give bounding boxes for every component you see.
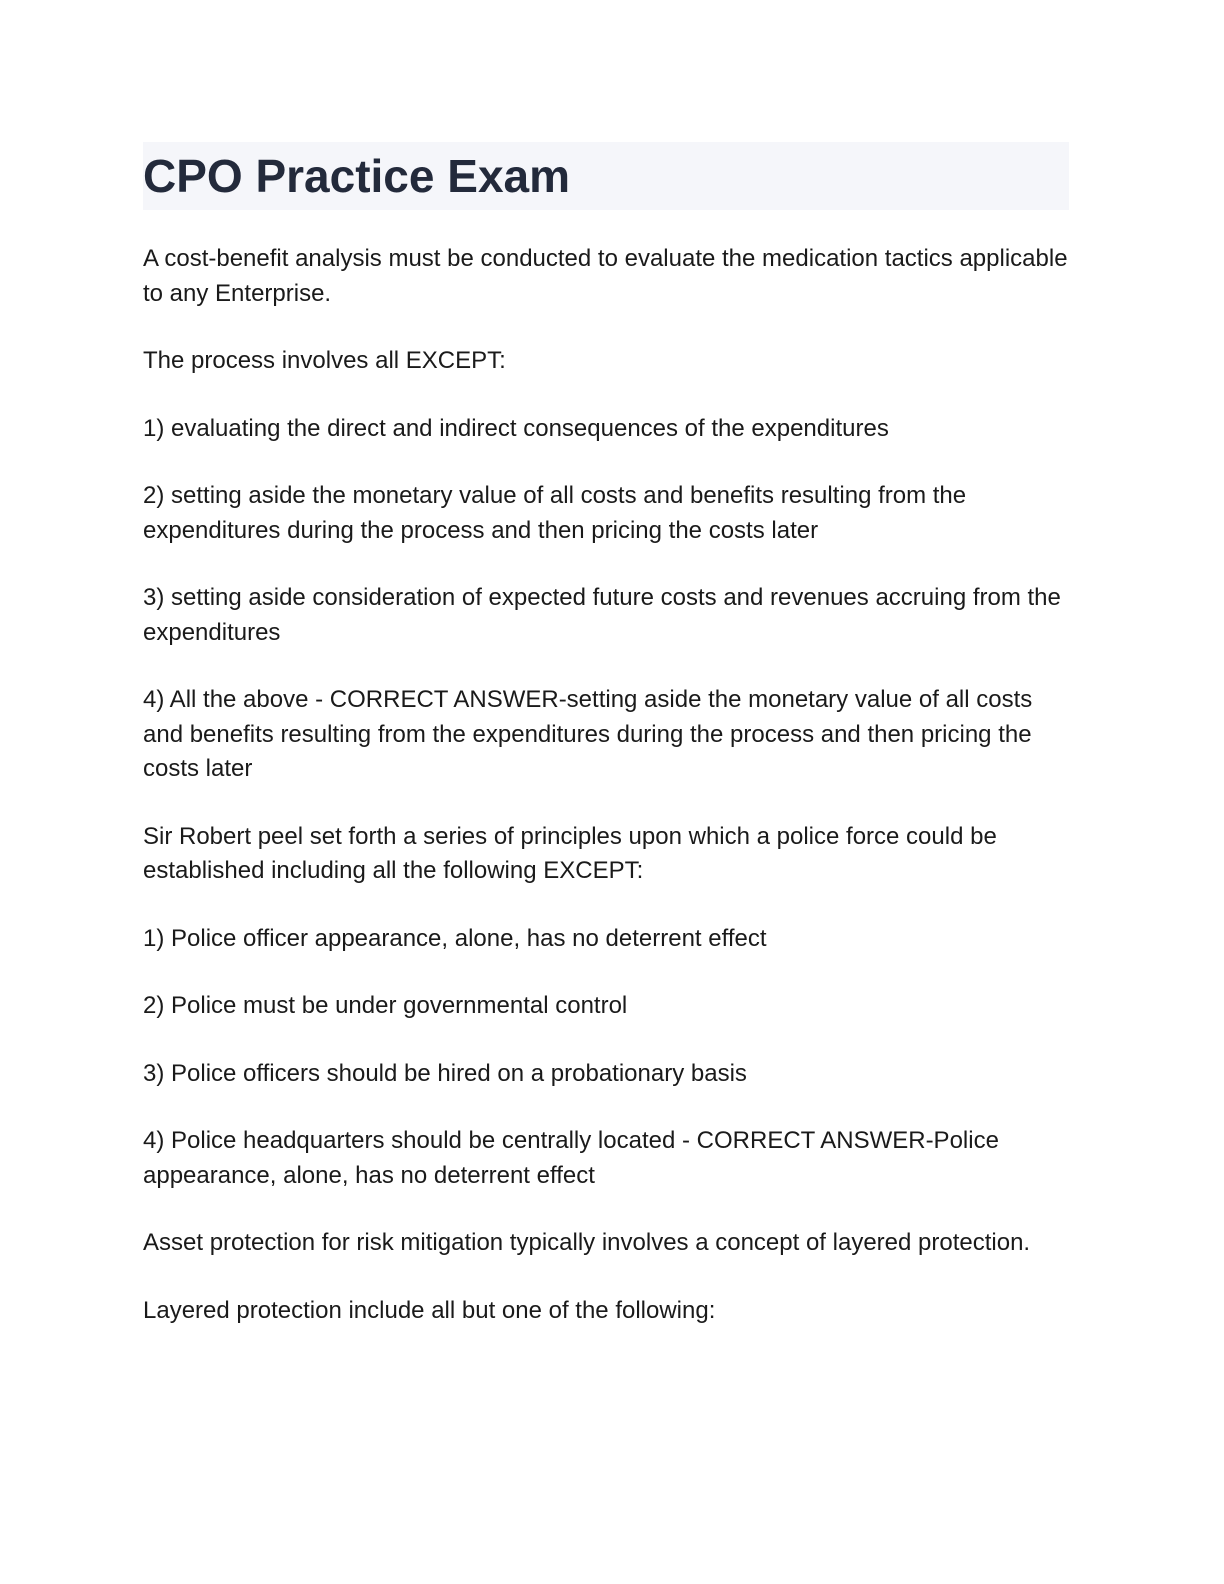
question-3-prompt: Asset protection for risk mitigation typically involves a concept of layered protection. <box>143 1229 1031 1256</box>
title-banner <box>143 142 1069 210</box>
question-1-prompt: A cost-benefit analysis must be conducted to evaluate the medication tactics applicable to any Enterprise. <box>143 245 1068 307</box>
question-1-option-4-answer: 4) All the above - CORRECT ANSWER-setting aside the monetary value of all costs and benefits resulting from the expenditures during the process and then pricing the costs later <box>143 686 1033 782</box>
question-3-instruction: Layered protection include all but one of the following: <box>143 1296 716 1324</box>
question-1-instruction: The process involves all EXCEPT: <box>143 347 506 374</box>
document-body <box>143 242 1069 1328</box>
page-title: CPO Practice Exam <box>143 150 571 202</box>
question-2-option-3: 3) Police officers should be hired on a probationary basis <box>143 1059 747 1087</box>
question-2-option-2: 2) Police must be under governmental control <box>143 992 628 1019</box>
question-1-option-3: 3) setting aside consideration of expected future costs and revenues accruing from the expenditures <box>143 584 1061 646</box>
question-2-option-4-answer: 4) Police headquarters should be centrally located - CORRECT ANSWER-Police appearance, alone, has no deterrent effect <box>143 1127 999 1189</box>
question-1-option-2: 2) setting aside the monetary value of all costs and benefits resulting from the expenditures during the process and then pricing the costs later <box>143 482 967 544</box>
question-2-option-1: 1) Police officer appearance, alone, has no deterrent effect <box>143 924 767 952</box>
question-1-option-1: 1) evaluating the direct and indirect consequences of the expenditures <box>143 414 889 442</box>
document-page <box>143 142 1069 1361</box>
question-2-prompt: Sir Robert peel set forth a series of principles upon which a police force could be established including all the following EXCEPT: <box>143 822 997 884</box>
